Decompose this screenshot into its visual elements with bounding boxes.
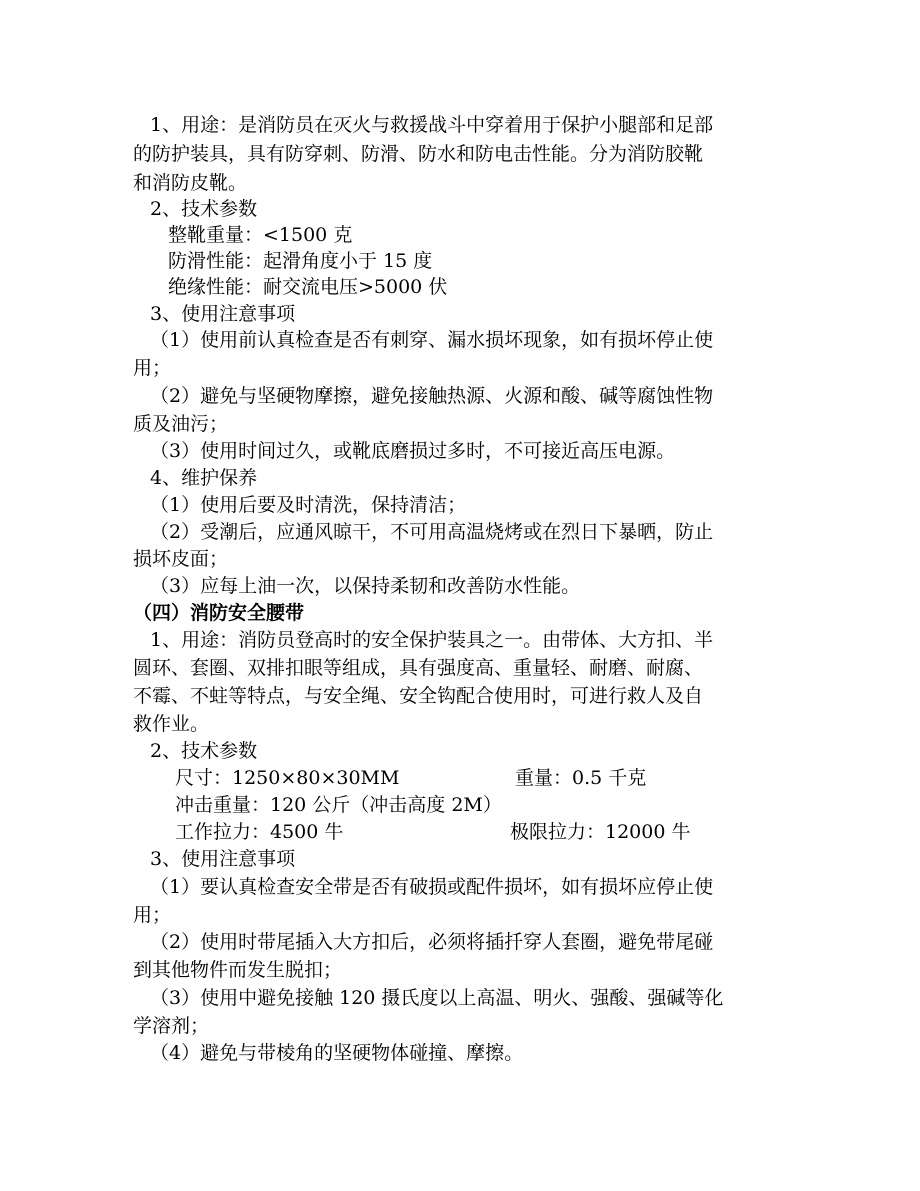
- boots-notes-heading: 3、使用注意事项: [150, 303, 296, 325]
- boots-tech-heading: 2、技术参数: [150, 198, 258, 220]
- boots-note-2-line-2: 质及油污；: [133, 413, 229, 435]
- belt-note-3-line-2: 学溶剂；: [133, 1015, 210, 1037]
- belt-limit-tension: 极限拉力：12000 牛: [510, 821, 691, 843]
- boots-note-3: （3）使用时间过久，或靴底磨损过多时，不可接近高压电源。: [150, 440, 676, 462]
- belt-notes-heading: 3、使用注意事项: [150, 848, 296, 870]
- boots-use-line-2: 的防护装具，具有防穿刺、防滑、防水和防电击性能。分为消防胶靴: [133, 143, 704, 165]
- belt-note-2-line-1: （2）使用时带尾插入大方扣后，必须将插扦穿人套圈，避免带尾碰: [150, 931, 714, 953]
- boots-note-1-line-1: （1）使用前认真检查是否有刺穿、漏水损坏现象，如有损坏停止使: [150, 329, 714, 351]
- boots-maint-1: （1）使用后要及时清洗，保持清洁；: [150, 494, 467, 516]
- boots-insulation: 绝缘性能：耐交流电压>5000 伏: [168, 276, 448, 298]
- belt-impact: 冲击重量：120 公斤（冲击高度 2M）: [175, 794, 502, 816]
- boots-note-1-line-2: 用；: [133, 357, 172, 379]
- belt-weight: 重量：0.5 千克: [515, 767, 647, 789]
- belt-note-2-line-2: 到其他物件而发生脱扣；: [133, 959, 343, 981]
- boots-maint-heading: 4、维护保养: [150, 467, 258, 489]
- belt-note-1-line-2: 用；: [133, 904, 172, 926]
- boots-antislip: 防滑性能：起滑角度小于 15 度: [168, 250, 433, 272]
- boots-note-2-line-1: （2）避免与坚硬物摩擦，避免接触热源、火源和酸、碱等腐蚀性物: [150, 385, 714, 407]
- belt-use-line-2: 圆环、套圈、双排扣眼等组成，具有强度高、重量轻、耐磨、耐腐、: [133, 657, 704, 679]
- belt-work-tension: 工作拉力：4500 牛: [175, 821, 344, 843]
- belt-use-line-1: 1、用途：消防员登高时的安全保护装具之一。由带体、大方扣、半: [150, 629, 714, 651]
- belt-note-1-line-1: （1）要认真检查安全带是否有破损或配件损坏，如有损坏应停止使: [150, 876, 714, 898]
- belt-note-3-line-1: （3）使用中避免接触 120 摄氏度以上高温、明火、强酸、强碱等化: [150, 987, 724, 1009]
- belt-tech-heading: 2、技术参数: [150, 740, 258, 762]
- boots-maint-2-line-1: （2）受潮后，应通风晾干，不可用高温烧烤或在烈日下暴晒，防止: [150, 521, 714, 543]
- boots-weight: 整靴重量：<1500 克: [168, 224, 353, 246]
- belt-size: 尺寸：1250×80×30MM: [175, 767, 400, 789]
- boots-use-line-3: 和消防皮靴。: [133, 172, 248, 194]
- boots-maint-2-line-2: 损坏皮面；: [133, 548, 229, 570]
- belt-use-line-4: 救作业。: [133, 713, 210, 735]
- belt-use-line-3: 不霉、不蛀等特点，与安全绳、安全钩配合使用时，可进行救人及自: [133, 685, 704, 707]
- belt-note-4: （4）避免与带棱角的坚硬物体碰撞、摩擦。: [150, 1042, 524, 1064]
- boots-maint-3: （3）应每上油一次，以保持柔韧和改善防水性能。: [150, 575, 581, 597]
- boots-use-line-1: 1、用途：是消防员在灭火与救援战斗中穿着用于保护小腿部和足部: [150, 114, 714, 136]
- section-title-safety-belt: （四）消防安全腰带: [133, 602, 305, 624]
